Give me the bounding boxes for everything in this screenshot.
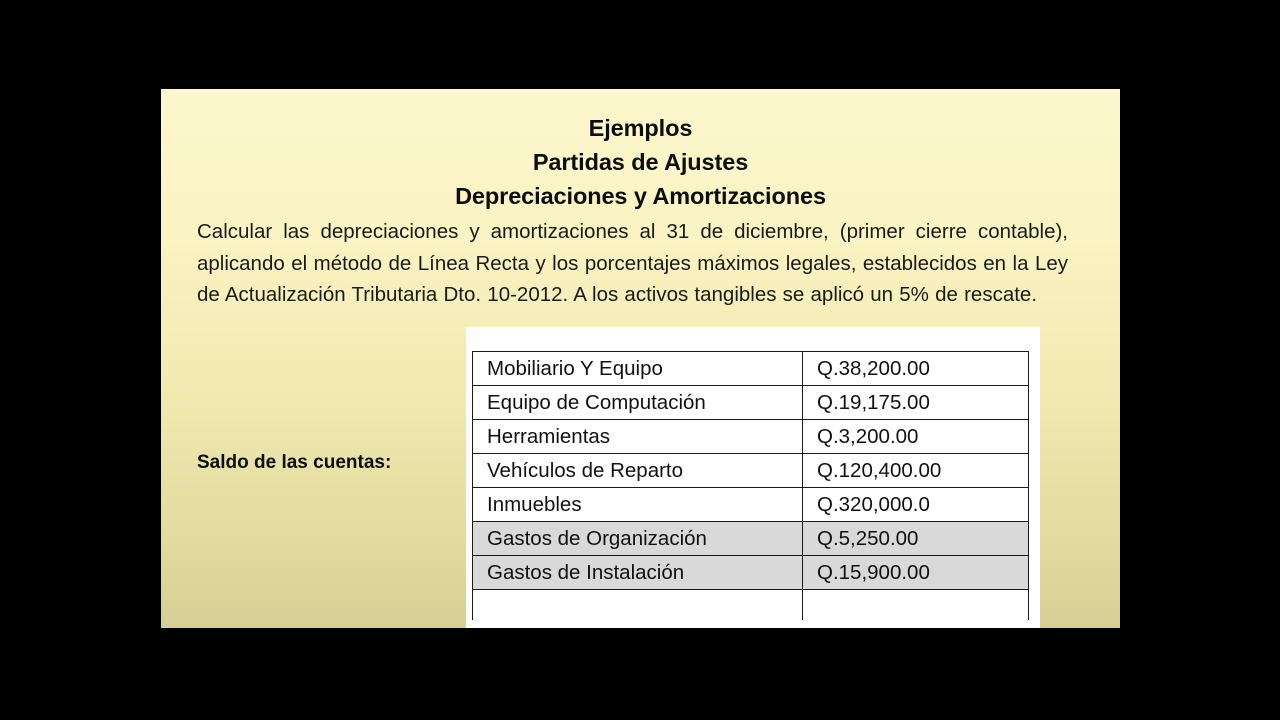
presentation-slide <box>161 89 1120 628</box>
account-name-cell: Equipo de Computación <box>473 386 803 420</box>
account-amount-cell: Q.320,000.0 <box>803 488 1029 522</box>
account-amount-cell: Q.38,200.00 <box>803 352 1029 386</box>
account-name-cell: Gastos de Organización <box>473 522 803 556</box>
account-amount-cell: Q.3,200.00 <box>803 420 1029 454</box>
account-name-cell: Gastos de Instalación <box>473 556 803 590</box>
table-row <box>473 488 1029 522</box>
title-line-3: Depreciaciones y Amortizaciones <box>455 183 826 209</box>
account-amount-cell: Q.120,400.00 <box>803 454 1029 488</box>
account-name-cell: Herramientas <box>473 420 803 454</box>
accounts-balance-table <box>472 351 1029 620</box>
slide-title-block <box>161 111 1120 213</box>
title-line-1: Ejemplos <box>588 115 693 141</box>
table-row <box>473 590 1029 621</box>
table-row <box>473 454 1029 488</box>
title-line-2: Partidas de Ajustes <box>532 149 749 175</box>
account-amount-cell <box>803 590 1029 621</box>
table-row <box>473 352 1029 386</box>
slide-body-paragraph: Calcular las depreciaciones y amortizaciones al 31 de diciembre, (primer cierre contable), aplicando el método de Línea Recta y los porcentajes máximos legales, establecidos en la Ley de Actualización Tributaria Dto. 10-2012. A los activos tangibles se aplicó un 5% de rescate. <box>197 220 1068 306</box>
account-amount-cell: Q.5,250.00 <box>803 522 1029 556</box>
table-row <box>473 522 1029 556</box>
table-row <box>473 386 1029 420</box>
table-row <box>473 420 1029 454</box>
table-row <box>473 556 1029 590</box>
saldo-de-las-cuentas-label: Saldo de las cuentas: <box>197 452 392 473</box>
account-amount-cell: Q.15,900.00 <box>803 556 1029 590</box>
account-name-cell: Inmuebles <box>473 488 803 522</box>
account-name-cell: Mobiliario Y Equipo <box>473 352 803 386</box>
account-amount-cell: Q.19,175.00 <box>803 386 1029 420</box>
account-name-cell <box>473 590 803 621</box>
account-name-cell: Vehículos de Reparto <box>473 454 803 488</box>
